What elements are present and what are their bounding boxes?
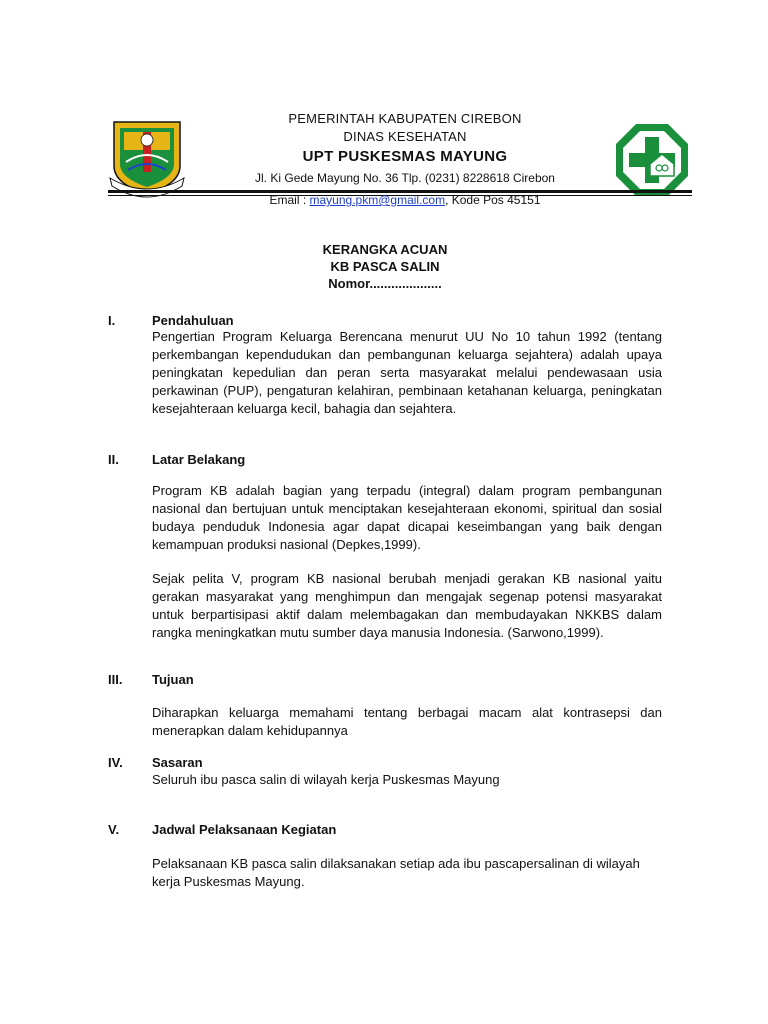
section-paragraph: Program KB adalah bagian yang terpadu (integral) dalam program pembangunan nasional dan bertujuan untuk menciptakan kesejahteraan ekonomi, spiritual dan sosial budaya penduduk Indonesia agar dapat dicapai keseimbangan yang baik dengan kemampuan produksi nasional (Depkes,1999).: [152, 483, 662, 552]
email-link[interactable]: mayung.pkm@gmail.com: [309, 193, 446, 207]
title-line-1: KERANGKA ACUAN: [322, 242, 448, 257]
email-label: Email :: [269, 193, 310, 207]
section-paragraph: Pengertian Program Keluarga Berencana menurut UU No 10 tahun 1992 (tentang perkembangan kependudukan dan pembangunan keluarga sejahtera) adalah upaya peningkatan kepedulian dan peran serta masyarakat melalui pendewasaan usia perkawinan (PUP), pengaturan kelahiran, pembinaan ketahanan keluarga, peningkatan kesejahteraan keluarga kecil, bahagia dan sejahtera.: [152, 329, 662, 416]
title-line-3: Nomor....................: [328, 276, 442, 291]
section-number: V.: [108, 822, 120, 837]
section-heading: Tujuan: [152, 672, 194, 687]
section-paragraph: Seluruh ibu pasca salin di wilayah kerja Puskesmas Mayung: [152, 772, 500, 787]
section-heading: Latar Belakang: [152, 452, 246, 467]
section-heading: Jadwal Pelaksanaan Kegiatan: [152, 822, 337, 837]
cirebon-regency-crest-icon: [108, 118, 186, 198]
section-number: IV.: [108, 755, 123, 770]
letterhead: [200, 110, 610, 188]
section-heading: Sasaran: [152, 755, 203, 770]
section-number: I.: [108, 313, 116, 328]
puskesmas-cross-house-icon: [612, 120, 692, 200]
section-number: II.: [108, 452, 119, 467]
title-line-2: KB PASCA SALIN: [330, 259, 440, 274]
document-title: [250, 241, 520, 292]
section-heading: Pendahuluan: [152, 313, 234, 328]
address-line: Jl. Ki Gede Mayung No. 36 Tlp. (0231) 8228618 Cirebon: [255, 171, 555, 185]
section-paragraph: Sejak pelita V, program KB nasional berubah menjadi gerakan KB nasional yaitu gerakan masyarakat yang menghimpun dan mengajak segenap potensi masyarakat untuk berpartisipasi aktif dalam melembagakan dan membudayakan NKKBS dalam rangka meningkatkan mutu sumber daya manusia Indonesia. (Sarwono,1999).: [152, 571, 662, 640]
institution-name: UPT PUSKESMAS MAYUNG: [302, 148, 508, 165]
government-name: PEMERINTAH KABUPATEN CIREBON: [288, 111, 522, 126]
email-line: [200, 193, 610, 207]
section-paragraph: Pelaksanaan KB pasca salin dilaksanakan setiap ada ibu pascapersalinan di wilayah kerja Puskesmas Mayung.: [152, 856, 640, 889]
postal-code: , Kode Pos 45151: [445, 193, 541, 207]
agency-name: DINAS KESEHATAN: [343, 129, 467, 144]
section-number: III.: [108, 672, 123, 687]
section-paragraph: Diharapkan keluarga memahami tentang berbagai macam alat kontrasepsi dan menerapkan dalam kehidupannya: [152, 705, 662, 738]
